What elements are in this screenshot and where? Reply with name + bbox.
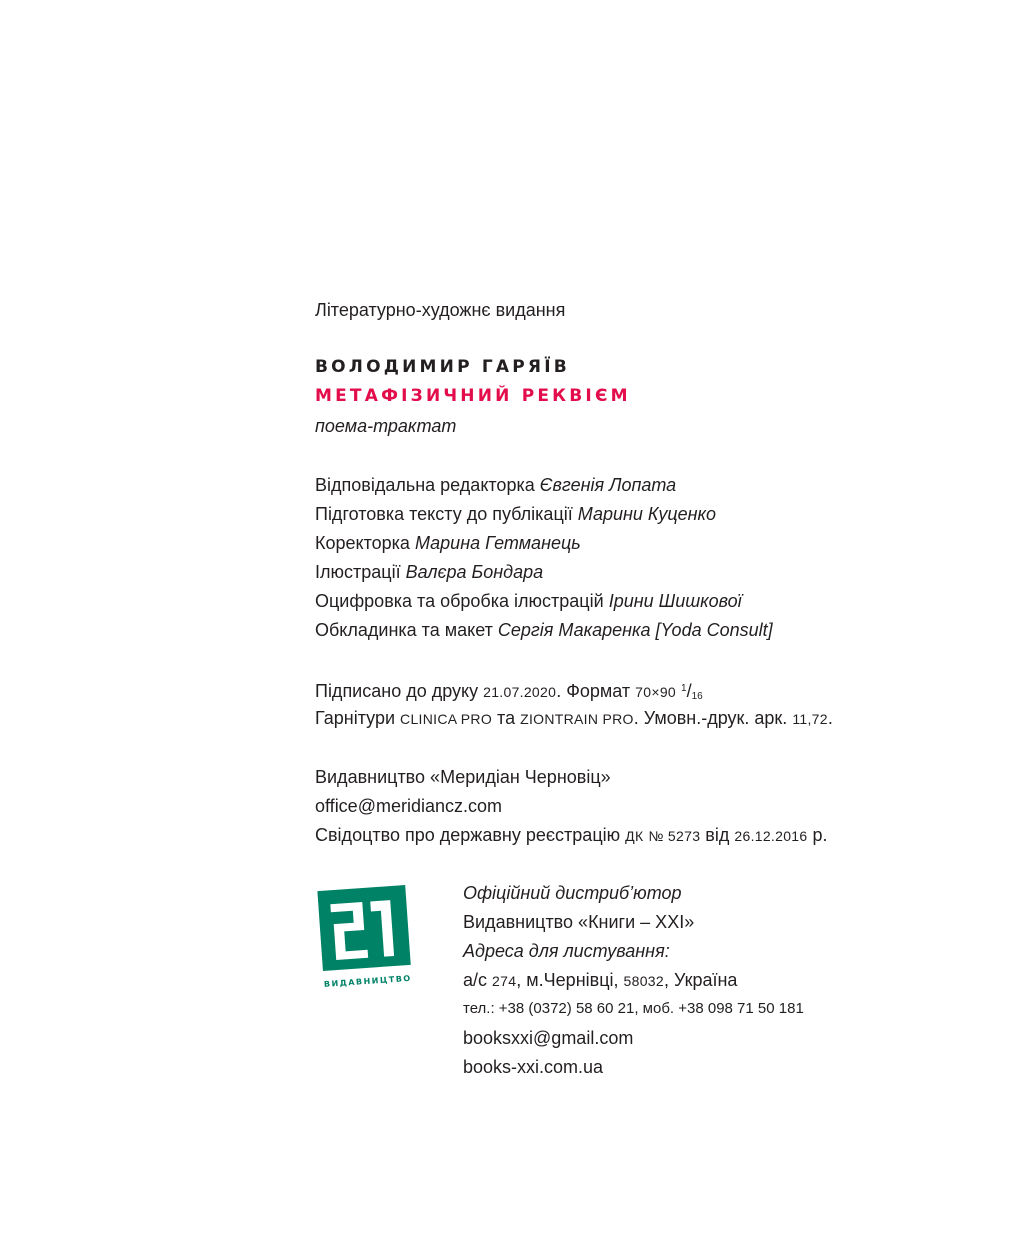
logo-square bbox=[317, 885, 410, 971]
distributor-phone: тел.: +38 (0372) 58 60 21, моб. +38 098 71 50 181 bbox=[463, 1000, 804, 1017]
credit-digitization: Оцифровка та обробка ілюстрацій Ірини Шишкової bbox=[315, 591, 742, 611]
print-signed-format: Підписано до друку 21.07.2020. Формат 70×90 $^1/_{16}$ bbox=[315, 681, 703, 702]
logo-caption: ВИДАВНИЦТВО bbox=[323, 973, 412, 989]
credit-cover-layout: Обкладинка та макет Сергія Макаренка [Yoda Consult] bbox=[315, 620, 773, 640]
book-genre: поема-трактат bbox=[315, 416, 457, 436]
publisher-certificate: Свідоцтво про державну реєстрацію ДК № 5273 від 26.12.2016 р. bbox=[315, 825, 828, 845]
distributor-name: Видавництво «Книги – XXI» bbox=[463, 912, 695, 932]
print-fonts-sheets: Гарнітури CLINICA PRO та ZIONTRAIN PRO. Умовн.-друк. арк. 11,72. bbox=[315, 708, 833, 728]
distributor-address: а/с 274, м.Чернівці, 58032, Україна bbox=[463, 970, 738, 990]
distributor-website[interactable]: books-xxi.com.ua bbox=[463, 1057, 604, 1077]
author-name: ВОЛОДИМИР ГАРЯЇВ bbox=[315, 357, 570, 377]
format-fraction: $^1/_{16}$ bbox=[681, 681, 703, 702]
credit-proofreader: Коректорка Марина Гетманець bbox=[315, 533, 581, 553]
credit-editor: Відповідальна редакторка Євгенія Лопата bbox=[315, 475, 677, 495]
book-title: МЕТАФІЗИЧНИЙ РЕКВІЄМ bbox=[315, 386, 631, 406]
distributor-address-label: Адреса для листування: bbox=[463, 941, 670, 961]
publisher-email[interactable]: office@meridiancz.com bbox=[315, 796, 503, 816]
logo-21-icon bbox=[316, 882, 416, 992]
credit-illustrations: Ілюстрації Валєра Бондара bbox=[315, 562, 544, 582]
publisher-name: Видавництво «Меридіан Черновіц» bbox=[315, 767, 611, 787]
publisher-logo bbox=[316, 882, 416, 992]
distributor-email[interactable]: booksxxi@gmail.com bbox=[463, 1028, 634, 1048]
distributor-label: Офіційний дистриб’ютор bbox=[463, 883, 682, 903]
credit-text-preparation: Підготовка тексту до публікації Марини Куценко bbox=[315, 504, 717, 524]
edition-type: Літературно-художнє видання bbox=[315, 300, 566, 320]
